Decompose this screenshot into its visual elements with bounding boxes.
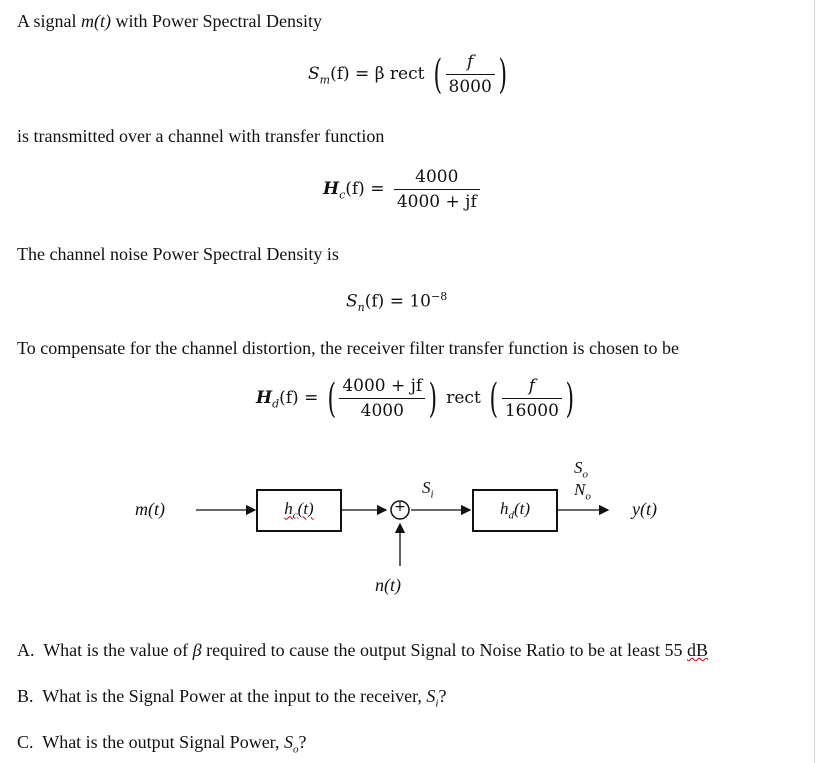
output-signal-label: y(t)	[632, 499, 657, 519]
equation-sn: $S_n(f) = 10^{-8}$	[346, 290, 448, 315]
noise-text: The channel noise Power Spectral Density is	[17, 244, 339, 264]
channel-block: $h_c(t)$	[256, 489, 342, 532]
receiver-filter-block: $h_d(t)$	[472, 489, 558, 532]
channel-text: is transmitted over a channel with transfer function	[17, 126, 385, 146]
summer-plus: +	[394, 499, 406, 515]
intro-text: A signal m(t) with Power Spectral Density	[17, 11, 322, 31]
so-label: $S_o$	[574, 458, 588, 481]
input-signal-label: m(t)	[135, 499, 165, 519]
equation-hc: $H_c(f)$ = $\frac{4000}{4000 + jf}$	[323, 167, 480, 212]
compensate-text: To compensate for the channel distortion, the receiver filter transfer function is chosen to be	[17, 338, 680, 358]
no-label: $N_o$	[574, 480, 591, 503]
question-b: B. What is the Signal Power at the input to the receiver, $S_i$?	[17, 686, 447, 710]
si-label: $S_i$	[422, 478, 434, 501]
equation-sm: $S_m(f) = \beta$ rect ( $\frac{f}{8000}$ )	[308, 51, 507, 98]
question-a: A. What is the value of β required to cause the output Signal to Noise Ratio to be at least 55 dB	[17, 640, 709, 660]
equation-hd: $H_d(f)$ = ( $\frac{4000 + jf}{4000}$ ) rect ( $\frac{f}{16000}$ )	[256, 375, 575, 422]
question-c: C. What is the output Signal Power, $S_o$?	[17, 732, 307, 756]
noise-signal-label: n(t)	[375, 575, 401, 595]
